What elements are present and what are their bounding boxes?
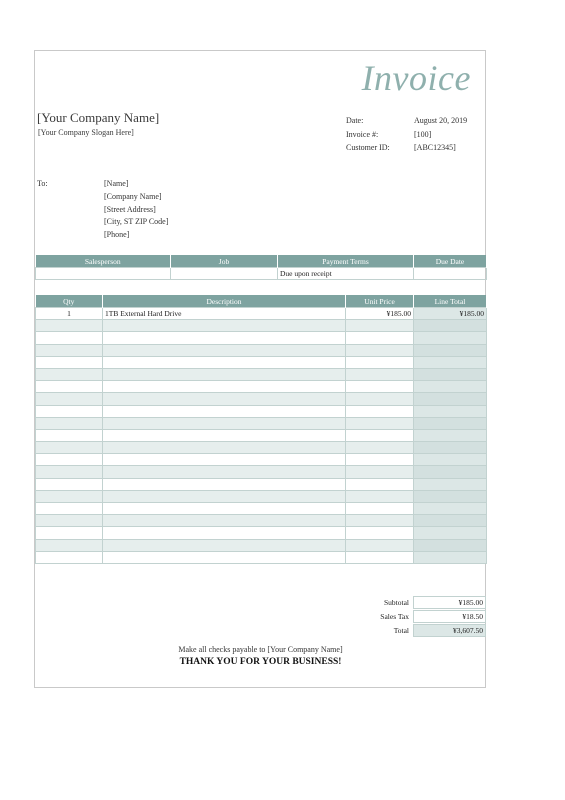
sales-tax-value[interactable]: ¥18.50 [413,610,486,623]
table-row [36,368,487,380]
cell-line-total [414,515,487,527]
table-row [36,344,487,356]
meta-invoice-value: [100] [414,129,432,139]
table-row [36,503,487,515]
thank-you-note: THANK YOU FOR YOUR BUSINESS! [179,657,342,667]
cell-description[interactable] [103,405,346,417]
cell-description[interactable] [103,466,346,478]
cell-line-total [414,503,487,515]
cell-line-total [414,539,487,551]
cell-qty[interactable] [36,429,103,441]
company-slogan: [Your Company Slogan Here] [38,128,134,137]
cell-unit-price[interactable] [346,490,414,502]
cell-unit-price[interactable]: ¥185.00 [346,308,414,320]
cell-unit-price[interactable] [346,527,414,539]
cell-qty[interactable] [36,527,103,539]
table-row [36,332,487,344]
bill-to-street: [Street Address] [104,204,156,214]
cell-qty[interactable] [36,332,103,344]
cell-due-date[interactable] [414,268,487,280]
cell-payment-terms[interactable]: Due upon receipt [278,268,414,280]
bill-to-company: [Company Name] [104,191,162,201]
header-unit-price: Unit Price [346,295,414,308]
cell-description[interactable] [103,478,346,490]
cell-unit-price[interactable] [346,320,414,332]
cell-description[interactable] [103,527,346,539]
cell-unit-price[interactable] [346,332,414,344]
table-row [36,405,487,417]
meta-date-label: Date: [346,116,364,126]
meta-customer-label: Customer ID: [346,143,390,153]
company-name: [Your Company Name] [37,110,160,125]
invoice-title: Invoice [361,58,471,98]
header-qty: Qty [36,295,103,308]
cell-line-total [414,332,487,344]
table-row [36,442,487,454]
cell-qty[interactable] [36,381,103,393]
cell-job[interactable] [171,268,278,280]
table-row [36,393,487,405]
meta-customer-value: [ABC12345] [414,143,456,153]
cell-description[interactable]: 1TB External Hard Drive [103,308,346,320]
header-salesperson: Salesperson [36,255,171,268]
table-row [36,515,487,527]
cell-description[interactable] [103,320,346,332]
cell-line-total [414,429,487,441]
cell-line-total [414,417,487,429]
sales-tax-row [335,609,486,623]
invoice-sheet [34,50,486,688]
cell-unit-price[interactable] [346,344,414,356]
table-row [36,539,487,551]
cell-line-total [414,454,487,466]
cell-description[interactable] [103,490,346,502]
cell-unit-price[interactable] [346,393,414,405]
cell-qty[interactable] [36,320,103,332]
cell-line-total [414,368,487,380]
cell-line-total [414,356,487,368]
meta-invoice-row [346,128,467,142]
table-row [36,381,487,393]
cell-unit-price[interactable] [346,381,414,393]
cell-unit-price[interactable] [346,442,414,454]
cell-line-total [414,381,487,393]
cell-unit-price[interactable] [346,466,414,478]
cell-unit-price[interactable] [346,356,414,368]
subtotal-row [335,595,486,609]
bill-to-label: To: [37,179,48,188]
cell-line-total [414,478,487,490]
cell-qty[interactable] [36,417,103,429]
cell-description[interactable] [103,417,346,429]
cell-line-total [414,393,487,405]
cell-qty[interactable] [36,393,103,405]
cell-unit-price[interactable] [346,551,414,563]
cell-unit-price[interactable] [346,539,414,551]
cell-line-total [414,490,487,502]
cell-description[interactable] [103,515,346,527]
job-table-header [36,255,487,268]
cell-unit-price[interactable] [346,405,414,417]
cell-qty[interactable] [36,454,103,466]
bill-to-city: [City, ST ZIP Code] [104,217,169,227]
total-value: ¥3,607.50 [413,624,486,637]
meta-invoice-label: Invoice #: [346,129,379,139]
bill-to-phone: [Phone] [104,230,130,240]
cell-description[interactable] [103,381,346,393]
table-row [36,478,487,490]
cell-qty[interactable] [36,356,103,368]
cell-line-total [414,320,487,332]
bill-to-lines [104,179,254,243]
items-body [36,308,487,564]
cell-description[interactable] [103,551,346,563]
cell-description[interactable] [103,332,346,344]
table-row [36,551,487,563]
table-row [36,466,487,478]
cell-line-total [414,527,487,539]
cell-qty[interactable]: 1 [36,308,103,320]
cell-description[interactable] [103,356,346,368]
subtotal-value: ¥185.00 [413,596,486,609]
total-row [335,623,486,637]
meta-date-value: August 20, 2019 [414,116,468,126]
invoice-meta [346,114,467,155]
cell-qty[interactable] [36,490,103,502]
header-description: Description [103,295,346,308]
header-due-date: Due Date [414,255,487,268]
table-row [36,308,487,320]
table-row [36,429,487,441]
table-row [36,490,487,502]
subtotal-label: Subtotal [383,597,409,607]
cell-qty[interactable] [36,442,103,454]
cell-qty[interactable] [36,478,103,490]
cell-description[interactable] [103,368,346,380]
cell-unit-price[interactable] [346,503,414,515]
cell-description[interactable] [103,442,346,454]
job-table [35,255,487,280]
bill-to-name: [Name] [104,179,129,188]
cell-unit-price[interactable] [346,429,414,441]
totals-block [335,595,486,637]
payable-note: Make all checks payable to [Your Company Name] [178,645,343,654]
cell-description[interactable] [103,393,346,405]
cell-description[interactable] [103,344,346,356]
cell-salesperson[interactable] [36,268,171,280]
header-job: Job [171,255,278,268]
cell-line-total [414,344,487,356]
cell-qty[interactable] [36,405,103,417]
cell-line-total [414,466,487,478]
table-row [36,417,487,429]
cell-qty[interactable] [36,466,103,478]
cell-description[interactable] [103,454,346,466]
cell-unit-price[interactable] [346,417,414,429]
table-row [36,527,487,539]
table-row [36,356,487,368]
cell-unit-price[interactable] [346,454,414,466]
cell-qty[interactable] [36,515,103,527]
cell-qty[interactable] [36,344,103,356]
cell-unit-price[interactable] [346,368,414,380]
table-row [36,320,487,332]
total-label: Total [393,625,409,635]
items-table [35,295,487,564]
items-table-header [36,295,487,308]
cell-description[interactable] [103,429,346,441]
table-row [36,454,487,466]
cell-line-total [414,551,487,563]
cell-description[interactable] [103,503,346,515]
cell-qty[interactable] [36,503,103,515]
header-payment-terms: Payment Terms [278,255,414,268]
cell-unit-price[interactable] [346,515,414,527]
cell-qty[interactable] [36,539,103,551]
meta-customer-row [346,141,467,155]
cell-line-total [414,405,487,417]
cell-line-total [414,442,487,454]
job-table-row [36,268,487,280]
cell-qty[interactable] [36,551,103,563]
sales-tax-label: Sales Tax [380,611,409,621]
cell-unit-price[interactable] [346,478,414,490]
meta-date-row [346,114,467,128]
cell-line-total: ¥185.00 [414,308,487,320]
cell-qty[interactable] [36,368,103,380]
cell-description[interactable] [103,539,346,551]
header-line-total: Line Total [414,295,487,308]
